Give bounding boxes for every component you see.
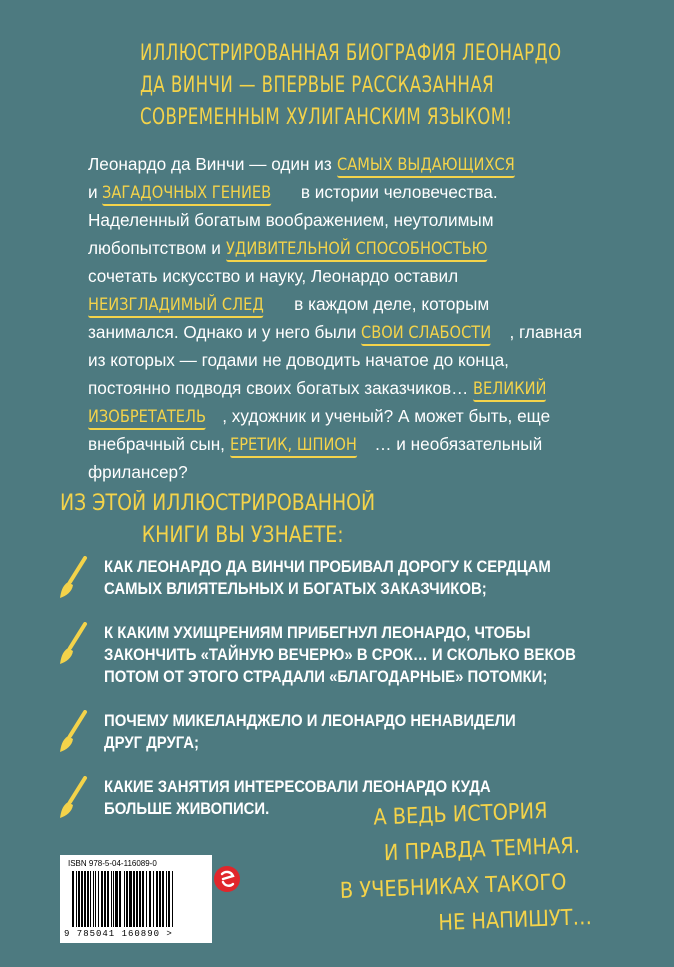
- barcode-bar: [153, 871, 154, 927]
- barcode-bar: [166, 871, 167, 927]
- tagline-line-2: ДА ВИНЧИ — ВПЕРВЫЕ РАССКАЗАННАЯ: [140, 73, 495, 98]
- intro-highlight: САМЫХ ВЫДАЮЩИХСЯ: [337, 154, 515, 178]
- barcode-bar: [111, 871, 112, 927]
- intro-highlight: УДИВИТЕЛЬНОЙ СПОСОБНОСТЬЮ: [226, 238, 487, 262]
- barcode-bar: [156, 871, 158, 927]
- intro-line: [88, 374, 628, 402]
- list-item: [58, 710, 618, 754]
- list-item: [58, 556, 618, 600]
- closing-note-line-4: НЕ НАПИШУТ…: [438, 905, 593, 937]
- list-item-text: КАК ЛЕОНАРДО ДА ВИНЧИ ПРОБИВАЛ ДОРОГУ К СЕРДЦАМ САМЫХ ВЛИЯТЕЛЬНЫХ И БОГАТЫХ ЗАКАЗЧИКОВ;: [104, 558, 551, 598]
- paintbrush-icon: [58, 710, 88, 754]
- intro-line: [88, 318, 628, 346]
- barcode-bar: [98, 871, 99, 927]
- barcode-bar: [142, 871, 144, 927]
- barcode-bar: [72, 871, 74, 927]
- barcode-bar: [90, 871, 91, 927]
- barcode-bar: [119, 871, 121, 927]
- intro-line: [88, 262, 628, 290]
- barcode-bar: [133, 871, 135, 927]
- intro-text: , художник и ученый? А может быть, еще: [222, 406, 551, 426]
- barcode-bar: [162, 871, 164, 927]
- intro-line: [88, 178, 628, 206]
- barcode-bars: [70, 871, 202, 927]
- intro-highlight: ЗАГАДОЧНЫХ ГЕНИЕВ: [102, 182, 271, 206]
- barcode-bar: [93, 871, 94, 927]
- barcode-bar: [124, 871, 125, 927]
- intro-text: постоянно подводя своих богатых заказчиков…: [88, 378, 474, 398]
- barcode-bar: [146, 871, 147, 927]
- barcode-bar: [136, 871, 138, 927]
- intro-text: сочетать искусство и науку, Леонардо оставил: [88, 266, 459, 286]
- learn-heading-line-2: КНИГИ ВЫ УЗНАЕТЕ:: [141, 523, 344, 548]
- paintbrush-icon: [58, 556, 88, 600]
- paintbrush-icon: [58, 622, 88, 666]
- intro-line: [88, 430, 628, 458]
- tagline-line-1: ИЛЛЮСТРИРОВАННАЯ БИОГРАФИЯ ЛЕОНАРДО: [140, 41, 562, 66]
- intro-line: [88, 402, 628, 430]
- paintbrush-icon: [58, 776, 88, 820]
- closing-note-line-1: А ВЕДЬ ИСТОРИЯ: [373, 798, 548, 831]
- closing-note-line-3: В УЧЕБНИКАХ ТАКОГО: [339, 870, 567, 904]
- intro-text: фрилансер?: [88, 462, 188, 482]
- intro-text: Леонардо да Винчи — один из: [88, 154, 337, 174]
- intro-line: [88, 150, 628, 178]
- barcode-bar: [149, 871, 151, 927]
- intro-line: [88, 458, 628, 486]
- intro-highlight: ЕРЕТИК, ШПИОН: [230, 434, 357, 458]
- cover-tagline: [140, 38, 620, 134]
- barcode-bar: [76, 871, 77, 927]
- barcode-bar: [126, 871, 128, 927]
- intro-text: и: [88, 182, 103, 202]
- intro-highlight: ИЗОБРЕТАТЕЛЬ: [88, 406, 206, 430]
- intro-highlight: СВОИ СЛАБОСТИ: [361, 322, 491, 346]
- barcode-bar: [81, 871, 83, 927]
- barcode-bar: [101, 871, 103, 927]
- barcode: [60, 855, 212, 943]
- barcode-bar: [95, 871, 96, 927]
- isbn-number: ISBN 978-5-04-116089-0: [68, 859, 157, 868]
- barcode-bar: [139, 871, 141, 927]
- barcode-bar: [107, 871, 109, 927]
- intro-text: внебрачный сын,: [88, 434, 230, 454]
- intro-text: занимался. Однако и у него были: [88, 322, 362, 342]
- barcode-bar: [129, 871, 132, 927]
- learn-heading-line-1: ИЗ ЭТОЙ ИЛЛЮСТРИРОВАННОЙ: [60, 491, 376, 516]
- closing-note-line-2: И ПРАВДА ТЕМНАЯ.: [383, 833, 581, 867]
- barcode-bar: [159, 871, 161, 927]
- intro-text: в каждом деле, которым: [289, 294, 490, 314]
- intro-paragraph: [88, 150, 628, 486]
- intro-line: [88, 290, 628, 318]
- barcode-bar: [104, 871, 106, 927]
- ean-number: 9 785041 160890 >: [64, 929, 173, 939]
- intro-highlight: ВЕЛИКИЙ: [473, 378, 546, 402]
- list-item-text: КАКИЕ ЗАНЯТИЯ ИНТЕРЕСОВАЛИ ЛЕОНАРДО КУДА БОЛЬШЕ ЖИВОПИСИ.: [104, 778, 491, 818]
- barcode-bar: [172, 871, 173, 927]
- intro-text: Наделенный богатым воображением, неутолимым: [88, 210, 494, 230]
- tagline-line-3: СОВРЕМЕННЫМ ХУЛИГАНСКИМ ЯЗЫКОМ!: [140, 105, 513, 130]
- barcode-bar: [168, 871, 170, 927]
- eksmo-logo-icon: [214, 866, 240, 892]
- barcode-bar: [115, 871, 118, 927]
- barcode-bar: [87, 871, 89, 927]
- barcode-bar: [78, 871, 80, 927]
- learn-heading: [60, 488, 520, 552]
- intro-line: [88, 206, 628, 234]
- intro-text: любопытством и: [88, 238, 226, 258]
- intro-text: в истории человечества.: [296, 182, 498, 202]
- barcode-bar: [113, 871, 114, 927]
- intro-line: [88, 346, 628, 374]
- list-item-text: К КАКИМ УХИЩРЕНИЯМ ПРИБЕГНУЛ ЛЕОНАРДО, ЧТОБЫ ЗАКОНЧИТЬ «ТАЙНУЮ ВЕЧЕРЮ» В СРОК… И СКОЛЬКО ВЕКОВ ПОТОМ ОТ ЭТОГО СТРАДАЛИ «БЛАГОДАРНЫЕ» ПОТОМКИ;: [104, 624, 576, 686]
- list-item-text: ПОЧЕМУ МИКЕЛАНДЖЕЛО И ЛЕОНАРДО НЕНАВИДЕЛИ ДРУГ ДРУГА;: [104, 712, 516, 752]
- intro-text: … и необязательный: [374, 434, 543, 454]
- intro-highlight: НЕИЗГЛАДИМЫЙ СЛЕД: [88, 294, 264, 318]
- barcode-bar: [84, 871, 86, 927]
- intro-text: , главная: [509, 322, 583, 342]
- closing-note: [339, 798, 660, 946]
- intro-line: [88, 234, 628, 262]
- list-item: [58, 622, 618, 688]
- intro-text: из которых — годами не доводить начатое до конца,: [88, 350, 509, 370]
